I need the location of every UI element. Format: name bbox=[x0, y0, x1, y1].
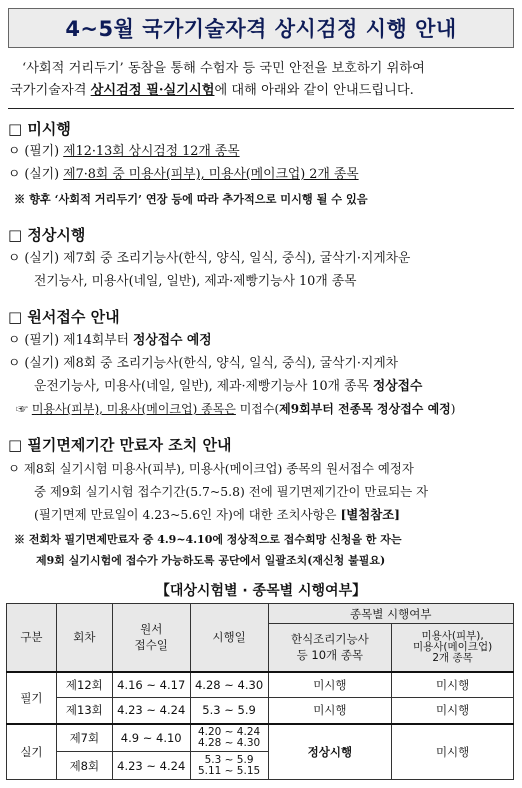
exam-date-cell: 4.28 ~ 4.30 bbox=[190, 672, 268, 698]
exam-date-line-1: 4.20 ~ 4.24 bbox=[197, 725, 261, 738]
col-a-cell: 미시행 bbox=[268, 672, 392, 698]
header-category: 구분 bbox=[7, 604, 57, 672]
exam-date-line-2: 5.11 ~ 5.15 bbox=[197, 764, 261, 777]
exam-date-cell bbox=[190, 752, 268, 780]
header-application-line-2: 접수일 bbox=[134, 638, 168, 653]
section-heading-normal: □ 정상시행 bbox=[8, 226, 86, 244]
s4-line-1: ㅇ 제8회 실기시험 미용사(피부), 미용사(메이크업) 종목의 원서접수 예정자 bbox=[8, 461, 414, 476]
round-cell: 제8회 bbox=[56, 752, 112, 780]
pointing-hand-icon: ☞ bbox=[16, 402, 32, 416]
s1-item-written-text: 제12·13회 상시검정 12개 종목 bbox=[63, 144, 240, 159]
intro-paragraph bbox=[10, 58, 514, 102]
s1-item-written-label: ㅇ (필기) bbox=[8, 144, 64, 159]
s3-item-pointer-end: ) bbox=[450, 402, 456, 416]
header-application-line-1: 원서 bbox=[140, 622, 163, 637]
category-cell: 필기 bbox=[7, 672, 57, 724]
page-title-box bbox=[8, 8, 514, 48]
header-round: 회차 bbox=[56, 604, 112, 672]
s4-line-3-pre: (필기면제 만료일이 4.23~5.6인 자)에 대한 조치사항은 bbox=[34, 507, 341, 522]
s3-item-written-bold: 정상접수 예정 bbox=[133, 333, 212, 348]
s3-item-pointer-mid: 미접수( bbox=[235, 402, 280, 416]
exam-date-line-2: 4.28 ~ 4.30 bbox=[197, 736, 261, 749]
s1-item-practical-text: 제7·8회 중 미용사(피부), 미용사(메이크업) 2개 종목 bbox=[63, 167, 359, 182]
s3-item-pointer-underlined: 미용사(피부), 미용사(메이크업) 종목은 bbox=[31, 402, 236, 416]
s3-item-practical-line-1: ㅇ (실기) 제8회 중 조리기능사(한식, 양식, 일식, 중식), 굴삭기·지게차 bbox=[8, 356, 399, 371]
s1-note: ※ 향후 ‘사회적 거리두기’ 연장 등에 따라 추가적으로 미시행 될 수 있음 bbox=[14, 192, 368, 206]
s1-item-written bbox=[8, 141, 240, 162]
s2-item-line-2: 전기능사, 미용사(네일, 일반), 제과·제빵기능사 10개 종목 bbox=[34, 274, 357, 289]
header-col-a bbox=[268, 624, 392, 672]
intro-line-2-post: 에 대해 아래와 같이 안내드립니다. bbox=[214, 83, 414, 98]
category-cell: 실기 bbox=[7, 724, 57, 780]
schedule-table bbox=[6, 603, 514, 780]
application-cell: 4.23 ~ 4.24 bbox=[112, 752, 190, 780]
merged-col-a-cell: 정상시행 bbox=[268, 724, 392, 780]
section-heading-not-held: □ 미시행 bbox=[8, 120, 71, 138]
exam-date-line-1: 5.3 ~ 5.9 bbox=[204, 753, 254, 766]
s3-item-written bbox=[8, 330, 212, 351]
col-b-cell: 미시행 bbox=[392, 698, 514, 724]
s1-item-practical bbox=[8, 164, 359, 185]
s4-line-3-bold: [별첨참조] bbox=[340, 507, 401, 522]
intro-line-2-pre: 국가기술자격 bbox=[10, 83, 91, 98]
s3-item-practical-line-2 bbox=[34, 376, 422, 397]
exam-date-cell bbox=[190, 724, 268, 752]
round-cell: 제7회 bbox=[56, 724, 112, 752]
s1-item-practical-label: ㅇ (실기) bbox=[8, 167, 64, 182]
s4-line-3 bbox=[34, 504, 400, 525]
s4-line-2: 중 제9회 실기시험 접수기간(5.7~5.8) 전에 필기면제기간이 만료되는 자 bbox=[34, 484, 429, 499]
merged-col-b-cell: 미시행 bbox=[392, 724, 514, 780]
s4-note-line-1: ※ 전회차 필기면제만료자 중 4.9~4.10에 정상적으로 접수희망 신청을 한 자는 bbox=[14, 533, 402, 546]
divider bbox=[8, 108, 514, 109]
section-heading-application: □ 원서접수 안내 bbox=[8, 308, 120, 326]
header-col-b-line-2: 미용사(메이크업) bbox=[413, 640, 493, 653]
header-col-b-line-3: 2개 종목 bbox=[432, 651, 473, 664]
s3-item-practical-line-2-bold: 정상접수 bbox=[372, 379, 423, 394]
col-a-cell: 미시행 bbox=[268, 698, 392, 724]
section-heading-exemption: □ 필기면제기간 만료자 조치 안내 bbox=[8, 436, 232, 454]
header-application bbox=[112, 604, 190, 672]
header-col-a-line-2: 등 10개 종목 bbox=[296, 648, 364, 663]
col-b-cell: 미시행 bbox=[392, 672, 514, 698]
table-row bbox=[7, 672, 514, 698]
header-col-b bbox=[392, 624, 514, 672]
page-title: 4~5월 국가기술자격 상시검정 시행 안내 bbox=[65, 17, 457, 41]
intro-line-2 bbox=[10, 80, 514, 102]
header-group: 종목별 시행여부 bbox=[268, 604, 514, 624]
s3-item-pointer-bold: 제9회부터 전종목 정상접수 예정 bbox=[279, 402, 451, 416]
application-cell: 4.16 ~ 4.17 bbox=[112, 672, 190, 698]
s3-item-pointer bbox=[16, 399, 455, 420]
application-cell: 4.9 ~ 4.10 bbox=[112, 724, 190, 752]
table-title: 【대상시험별 · 종목별 시행여부】 bbox=[155, 583, 367, 599]
header-exam-date: 시행일 bbox=[190, 604, 268, 672]
header-col-b-line-1: 미용사(피부), bbox=[421, 629, 484, 642]
exam-date-cell: 5.3 ~ 5.9 bbox=[190, 698, 268, 724]
table-row bbox=[7, 698, 514, 724]
round-cell: 제12회 bbox=[56, 672, 112, 698]
s2-item-line-1: ㅇ (실기) 제7회 중 조리기능사(한식, 양식, 일식, 중식), 굴삭기·지게차운 bbox=[8, 251, 411, 266]
header-col-a-line-1: 한식조리기능사 bbox=[290, 632, 369, 647]
intro-line-1: ‘사회적 거리두기’ 동참을 통해 수험자 등 국민 안전을 보호하기 위하여 bbox=[22, 61, 425, 76]
application-cell: 4.23 ~ 4.24 bbox=[112, 698, 190, 724]
round-cell: 제13회 bbox=[56, 698, 112, 724]
intro-line-2-bold: 상시검정 필·실기시험 bbox=[90, 83, 215, 98]
s3-item-written-pre: ㅇ (필기) 제14회부터 bbox=[8, 333, 134, 348]
s4-note-line-2: 제9회 실기시험에 접수가 가능하도록 공단에서 일괄조치(재신청 불필요) bbox=[36, 554, 386, 567]
table-row bbox=[7, 724, 514, 752]
s3-item-practical-line-2-pre: 운전기능사, 미용사(네일, 일반), 제과·제빵기능사 10개 종목 bbox=[34, 379, 373, 394]
